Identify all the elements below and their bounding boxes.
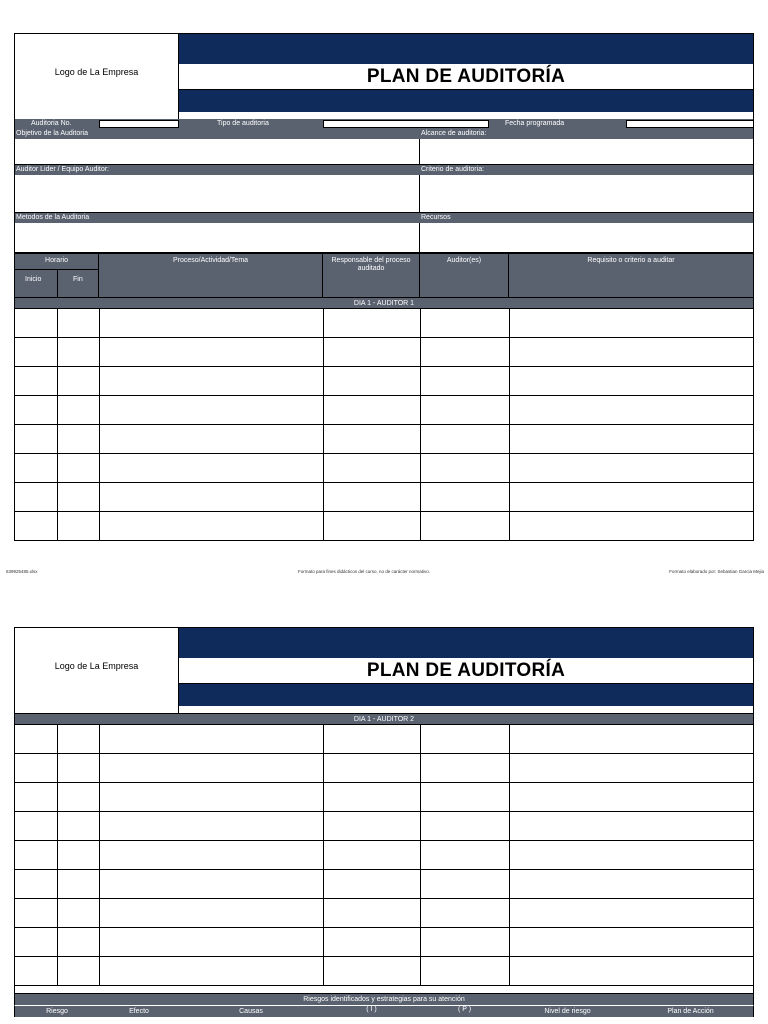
sheet-header (14, 627, 754, 713)
risk-level-header: Nivel de riesgo (544, 1008, 591, 1015)
responsible-header (323, 254, 420, 297)
auditor-criteria-labels (14, 165, 754, 175)
table-row[interactable] (14, 928, 754, 957)
divider (323, 483, 324, 511)
divider (420, 870, 421, 898)
objective-label: Objetivo de la Auditoria (16, 130, 88, 137)
divider (57, 812, 58, 840)
divider (99, 957, 100, 985)
lead-auditor-field[interactable] (15, 175, 419, 212)
divider (57, 367, 58, 395)
risk-table-header (14, 1005, 754, 1017)
divider (509, 783, 510, 811)
audit-type-field[interactable] (323, 120, 489, 128)
divider (57, 269, 58, 297)
objective-scope-fields (14, 139, 754, 165)
divider (323, 725, 324, 753)
divider (99, 512, 100, 540)
divider (509, 512, 510, 540)
divider (57, 783, 58, 811)
divider (420, 396, 421, 424)
divider (99, 338, 100, 366)
divider (420, 928, 421, 956)
divider (99, 754, 100, 782)
objective-scope-labels (14, 129, 754, 139)
divider (420, 957, 421, 985)
auditors-header (420, 254, 509, 297)
methods-field[interactable] (15, 223, 419, 252)
schedule-rows-day1-auditor1 (14, 309, 754, 541)
table-row[interactable] (14, 367, 754, 396)
divider (57, 425, 58, 453)
divider (323, 454, 324, 482)
divider (509, 725, 510, 753)
table-row[interactable] (14, 454, 754, 483)
day1-auditor2-row: DIA 1 - AUDITOR 2 (14, 713, 754, 725)
impact-header: ( I ) (366, 1006, 377, 1013)
divider (57, 754, 58, 782)
resources-field[interactable] (420, 223, 753, 252)
methods-label: Metodos de la Auditoria (16, 214, 90, 221)
divider (57, 841, 58, 869)
table-row[interactable] (14, 783, 754, 812)
divider (509, 812, 510, 840)
scheduled-date-label: Fecha programada (505, 120, 565, 127)
objective-field[interactable] (15, 139, 419, 164)
divider (323, 396, 324, 424)
divider (323, 367, 324, 395)
divider (509, 309, 510, 337)
probability-header: ( P ) (457, 1006, 472, 1013)
divider (323, 957, 324, 985)
divider (57, 483, 58, 511)
criteria-field[interactable] (420, 175, 753, 212)
divider (420, 367, 421, 395)
table-row[interactable] (14, 754, 754, 783)
divider (57, 454, 58, 482)
divider (57, 870, 58, 898)
causes-header: Causas (239, 1008, 263, 1015)
divider (99, 870, 100, 898)
divider (420, 309, 421, 337)
divider (509, 957, 510, 985)
divider (420, 454, 421, 482)
divider (57, 338, 58, 366)
divider (99, 812, 100, 840)
table-row[interactable] (14, 512, 754, 541)
divider (420, 899, 421, 927)
audit-plan-sheet-1 (14, 33, 754, 541)
action-plan-header: Plan de Acción (667, 1008, 714, 1015)
company-logo-placeholder (15, 34, 179, 120)
divider (99, 454, 100, 482)
logo-text: Logo de La Empresa (54, 661, 139, 671)
audit-no-label: Auditoria No. (31, 120, 72, 127)
divider (57, 957, 58, 985)
page-footer (6, 569, 764, 577)
divider (323, 512, 324, 540)
divider (420, 841, 421, 869)
divider (509, 454, 510, 482)
divider (509, 367, 510, 395)
requirement-header (509, 254, 753, 297)
divider (99, 899, 100, 927)
logo-text: Logo de La Empresa (54, 67, 139, 77)
risk-header: Riesgo (46, 1008, 68, 1015)
divider (99, 309, 100, 337)
divider (99, 483, 100, 511)
spacer (14, 986, 754, 993)
table-row[interactable] (14, 957, 754, 986)
header-band-bottom (179, 90, 753, 112)
divider (420, 425, 421, 453)
divider (323, 928, 324, 956)
divider (509, 396, 510, 424)
scope-field[interactable] (420, 139, 753, 164)
responsible-header-text: Responsable del proceso auditado (331, 257, 411, 272)
schedule-rows-day1-auditor2 (14, 725, 754, 986)
table-row[interactable] (14, 899, 754, 928)
audit-plan-sheet-2 (14, 627, 754, 1017)
header-band-bottom (179, 684, 753, 706)
divider (509, 754, 510, 782)
divider (420, 725, 421, 753)
divider (57, 396, 58, 424)
risk-section-title: Riesgos identificados y estrategias para su atención (14, 993, 754, 1005)
criteria-label: Criterio de auditoria: (421, 166, 485, 173)
table-row[interactable] (14, 483, 754, 512)
sheet-header (14, 33, 754, 119)
end-header: Fin (73, 276, 83, 283)
divider (323, 309, 324, 337)
schedule-header-text: Horario (45, 257, 68, 264)
divider (99, 841, 100, 869)
divider (323, 754, 324, 782)
company-logo-placeholder (15, 628, 179, 714)
auditors-header-text: Auditor(es) (446, 257, 482, 264)
divider (420, 483, 421, 511)
divider (420, 783, 421, 811)
table-row[interactable] (14, 725, 754, 754)
table-row[interactable] (14, 812, 754, 841)
scheduled-date-field[interactable] (626, 120, 754, 128)
divider (99, 928, 100, 956)
requirement-header-text: Requisito o criterio a auditar (587, 257, 675, 264)
footer-credit: Formato elaborado por: Sebastian Garcia Mejia (669, 569, 764, 574)
header-band-top (179, 34, 753, 64)
divider (99, 725, 100, 753)
divider (509, 899, 510, 927)
divider (323, 841, 324, 869)
divider (509, 870, 510, 898)
divider (420, 338, 421, 366)
auditor-criteria-fields (14, 175, 754, 213)
table-row[interactable] (14, 841, 754, 870)
resources-label: Recursos (421, 214, 451, 221)
divider (323, 812, 324, 840)
divider (509, 483, 510, 511)
divider (99, 783, 100, 811)
page-title: PLAN DE AUDITORÍA (179, 658, 753, 684)
divider (57, 309, 58, 337)
footer-filename: 639925485.xlsx (6, 569, 38, 574)
header-band-top (179, 628, 753, 658)
divider (323, 870, 324, 898)
divider (420, 512, 421, 540)
divider (57, 512, 58, 540)
start-header: Inicio (25, 276, 42, 283)
table-row[interactable] (14, 396, 754, 425)
divider (99, 425, 100, 453)
table-row[interactable] (14, 338, 754, 367)
table-row[interactable] (14, 870, 754, 899)
audit-type-label: Tipo de auditoria (217, 120, 269, 127)
footer-note: Formato para fines didácticos del curso, no de carácter normativo. (298, 569, 431, 574)
table-row[interactable] (14, 309, 754, 338)
process-header (99, 254, 323, 297)
divider (323, 425, 324, 453)
methods-resources-labels (14, 213, 754, 223)
schedule-table-header (14, 253, 754, 297)
methods-resources-fields (14, 223, 754, 253)
lead-auditor-label: Auditor Lider / Equipo Auditor: (16, 166, 110, 173)
divider (509, 425, 510, 453)
day1-auditor1-row: DIA 1 - AUDITOR 1 (14, 297, 754, 309)
audit-info-bar (14, 119, 754, 129)
divider (99, 367, 100, 395)
divider (57, 725, 58, 753)
page-title: PLAN DE AUDITORÍA (179, 64, 753, 90)
divider (420, 754, 421, 782)
effect-header: Efecto (129, 1008, 149, 1015)
table-row[interactable] (14, 425, 754, 454)
scope-label: Alcance de auditoria: (421, 130, 487, 137)
divider (323, 783, 324, 811)
divider (420, 812, 421, 840)
divider (509, 841, 510, 869)
divider (57, 899, 58, 927)
divider (323, 899, 324, 927)
divider (323, 338, 324, 366)
divider (57, 928, 58, 956)
audit-no-field[interactable] (99, 120, 179, 128)
divider (509, 338, 510, 366)
divider (509, 928, 510, 956)
divider (99, 396, 100, 424)
process-header-text: Proceso/Actividad/Tema (172, 257, 249, 264)
